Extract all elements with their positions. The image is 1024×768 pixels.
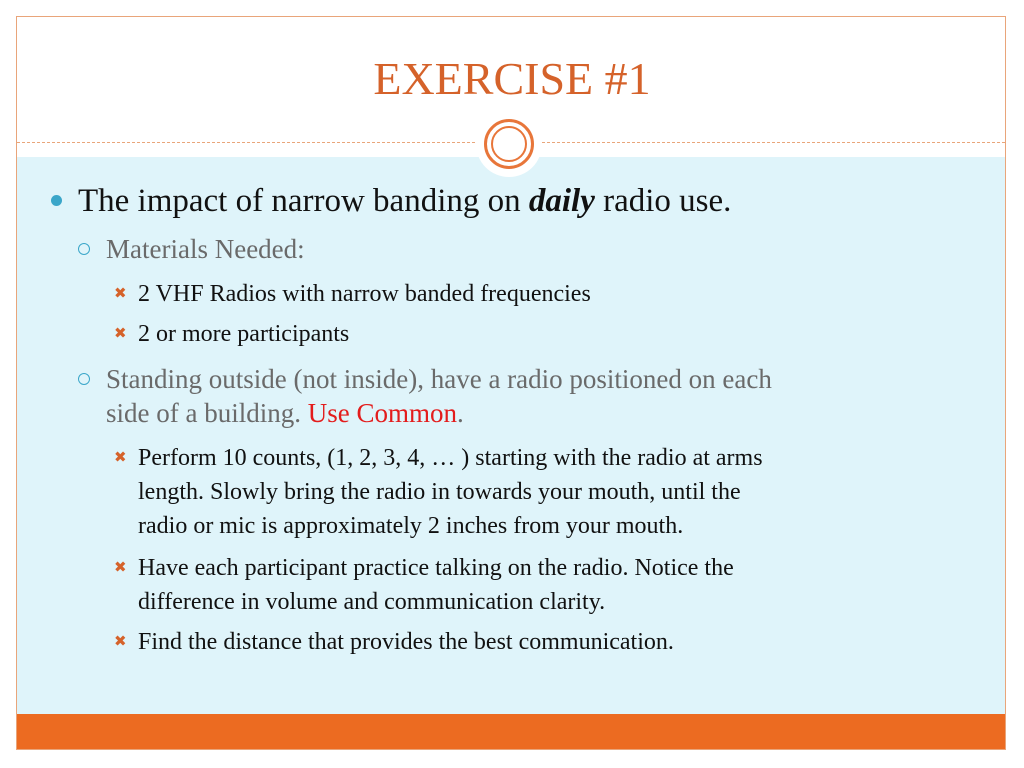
hollow-circle-bullet-icon <box>78 373 90 385</box>
main-point-emphasis: daily <box>528 183 595 219</box>
main-point-prefix: The impact of narrow banding on <box>78 183 529 219</box>
filled-circle-bullet-icon <box>51 195 62 206</box>
procedure-step-3-line: Find the distance that provides the best communication. <box>138 629 674 655</box>
hollow-circle-bullet-icon <box>78 243 90 255</box>
use-common-highlight: Use Common <box>307 398 457 428</box>
four-point-star-bullet-icon: ✖ <box>114 326 127 342</box>
main-point <box>78 180 731 222</box>
materials-item: 2 or more participants <box>138 321 350 347</box>
procedure-step-2-line: difference in volume and communication clarity. <box>138 589 606 615</box>
procedure-line1: Standing outside (not inside), have a radio positioned on each <box>106 364 772 394</box>
procedure-step-1-line: length. Slowly bring the radio in towards your mouth, until the <box>138 479 741 505</box>
four-point-star-bullet-icon: ✖ <box>114 560 127 576</box>
four-point-star-bullet-icon: ✖ <box>114 450 127 466</box>
four-point-star-bullet-icon: ✖ <box>114 634 127 650</box>
procedure-line2 <box>106 396 464 430</box>
main-point-suffix: radio use. <box>594 183 732 219</box>
materials-heading: Materials Needed: <box>106 234 305 264</box>
slide-title: EXERCISE #1 <box>373 53 651 104</box>
four-point-star-bullet-icon: ✖ <box>114 286 127 302</box>
procedure-step-1-line: radio or mic is approximately 2 inches from your mouth. <box>138 513 684 539</box>
procedure-step-2-line: Have each participant practice talking on the radio. Notice the <box>138 555 734 581</box>
procedure-line2-prefix: side of a building. <box>106 398 308 428</box>
procedure-line2-suffix: . <box>457 398 464 428</box>
materials-item: 2 VHF Radios with narrow banded frequencies <box>138 281 591 307</box>
procedure-step-1-line: Perform 10 counts, (1, 2, 3, 4, … ) starting with the radio at arms <box>138 445 763 471</box>
